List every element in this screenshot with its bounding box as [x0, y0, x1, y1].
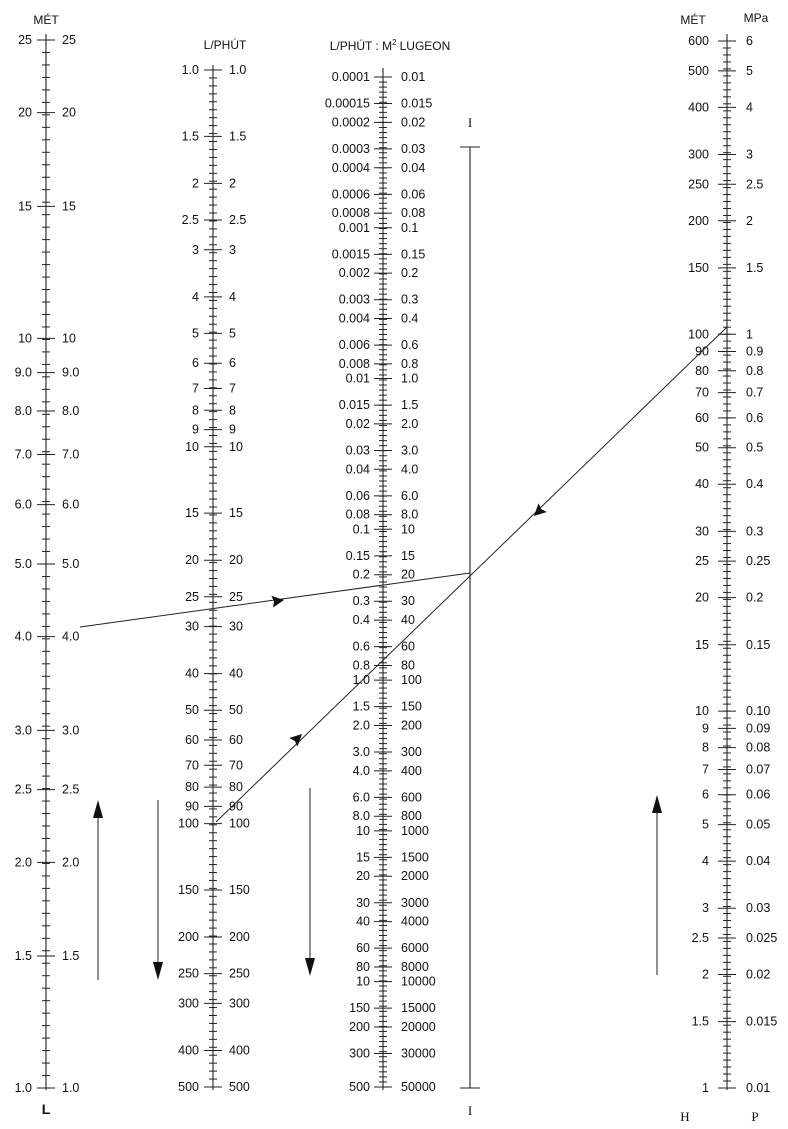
K-tick-label-left: 0.004	[338, 311, 370, 326]
arrow-up-right-icon	[289, 730, 306, 747]
HP-tick-label-left: 600	[688, 34, 709, 48]
K-tick-label-right: 6.0	[401, 488, 419, 503]
example-line-Q-to-H	[216, 327, 727, 822]
L-tick-label-right: 7.0	[62, 447, 80, 462]
Q-tick-label-right: 150	[229, 882, 250, 897]
K-tick-label-left: 0.4	[352, 613, 370, 628]
K-tick-label-left: 0.0001	[331, 70, 370, 84]
HP-tick-label-left: 9	[702, 721, 709, 736]
HP-tick-label-left: 300	[688, 147, 709, 162]
L-tick-label-right: 1.5	[62, 948, 80, 963]
P-scale-footer: P	[751, 1109, 759, 1124]
K-tick-label-right: 80	[401, 658, 415, 673]
HP-tick-label-left: 8	[702, 740, 709, 755]
K-tick-label-left: 0.8	[352, 658, 370, 673]
K-tick-label-left: 1.5	[352, 699, 370, 714]
Q-tick-label-right: 9	[229, 422, 236, 437]
K-tick-label-right: 2.0	[401, 416, 419, 431]
Q-tick-label-right: 100	[229, 816, 250, 831]
HP-tick-label-left: 1	[702, 1081, 709, 1095]
HP-tick-label-right: 0.25	[746, 554, 771, 569]
HP-tick-label-right: 1.5	[746, 260, 764, 275]
HP-tick-label-right: 0.09	[746, 721, 771, 736]
L-tick-label-right: 2.5	[62, 782, 80, 797]
HP-tick-label-right: 2	[746, 213, 753, 228]
K-tick-label-right: 400	[401, 763, 422, 778]
Q-tick-label-left: 9	[192, 422, 199, 437]
Q-tick-label-right: 2	[229, 176, 236, 191]
HP-tick-label-left: 25	[695, 554, 709, 569]
Q-tick-label-right: 4	[229, 289, 236, 304]
K-tick-label-right: 50000	[401, 1080, 436, 1094]
arrow-down-icon	[305, 788, 315, 976]
K-tick-label-right: 4.0	[401, 462, 419, 477]
Q-tick-label-right: 90	[229, 799, 243, 814]
K-tick-label-left: 1.0	[352, 673, 370, 688]
HP-tick-label-right: 0.3	[746, 524, 764, 539]
L-tick-label-right: 1.0	[62, 1081, 80, 1095]
K-tick-label-right: 600	[401, 790, 422, 805]
HP-tick-label-right: 0.025	[746, 931, 778, 946]
Q-tick-label-right: 60	[229, 733, 243, 748]
L-tick-label-right: 6.0	[62, 497, 80, 512]
K-tick-label-left: 20	[356, 869, 370, 884]
L-tick-label-right: 10	[62, 331, 76, 346]
HP-tick-label-right: 0.9	[746, 344, 764, 359]
Q-tick-label-right: 15	[229, 506, 243, 521]
HP-tick-label-right: 0.06	[746, 787, 771, 802]
HP-tick-label-left: 70	[695, 385, 709, 400]
K-tick-label-left: 150	[349, 1001, 370, 1016]
HP-tick-label-left: 200	[688, 213, 709, 228]
L-tick-label-left: 5.0	[14, 557, 32, 571]
HP-tick-label-left: 50	[695, 440, 709, 455]
Q-tick-label-right: 50	[229, 703, 243, 718]
Q-tick-label-right: 1.0	[229, 63, 247, 77]
Q-tick-label-left: 2.5	[181, 212, 199, 227]
HP-tick-label-left: 2	[702, 967, 709, 982]
K-tick-label-right: 100	[401, 673, 422, 688]
Q-tick-label-right: 80	[229, 780, 243, 795]
K-tick-label-left: 0.1	[352, 522, 370, 537]
K-tick-label-right: 1000	[401, 823, 429, 838]
Q-tick-label-left: 2	[192, 176, 199, 191]
Q-tick-label-left: 30	[185, 619, 199, 634]
L-tick-label-left: 9.0	[14, 365, 32, 380]
K-tick-label-right: 10	[401, 522, 415, 537]
K-tick-label-right: 30000	[401, 1046, 436, 1061]
K-tick-label-right: 30	[401, 594, 415, 609]
L-tick-label-left: 2.0	[14, 855, 32, 870]
HP-tick-label-left: 4	[702, 854, 709, 869]
K-tick-label-right: 20	[401, 567, 415, 582]
K-tick-label-left: 300	[349, 1046, 370, 1061]
K-tick-label-left: 0.0008	[331, 206, 370, 221]
L-tick-label-left: 8.0	[14, 403, 32, 418]
Q-tick-label-right: 3	[229, 242, 236, 257]
K-tick-label-right: 800	[401, 809, 422, 824]
K-tick-label-left: 0.003	[338, 292, 370, 307]
K-tick-label-right: 200	[401, 718, 422, 733]
K-tick-label-right: 3.0	[401, 443, 419, 458]
K-tick-label-left: 0.0003	[331, 141, 370, 156]
H-scale-footer: H	[680, 1109, 690, 1124]
K-tick-label-left: 10	[356, 823, 370, 838]
HP-tick-label-left: 250	[688, 177, 709, 192]
Q-tick-label-left: 150	[178, 882, 199, 897]
Q-tick-label-left: 1.5	[181, 129, 199, 144]
L-tick-label-right: 8.0	[62, 403, 80, 418]
K-tick-label-left: 0.001	[338, 220, 370, 235]
Q-tick-label-left: 1.0	[181, 63, 199, 77]
HP-tick-label-left: 15	[695, 637, 709, 652]
HP-tick-label-right: 0.4	[746, 477, 764, 492]
L-tick-label-right: 15	[62, 199, 76, 214]
K-tick-label-right: 0.6	[401, 338, 419, 353]
L-tick-label-left: 1.5	[14, 948, 32, 963]
Q-tick-label-left: 300	[178, 996, 199, 1011]
K-tick-label-left: 0.008	[338, 356, 370, 371]
K-tick-label-left: 0.0004	[331, 160, 370, 175]
K-tick-label-right: 8000	[401, 960, 429, 975]
HP-tick-label-right: 4	[746, 100, 753, 115]
K-tick-label-left: 0.2	[352, 567, 370, 582]
HP-tick-label-left: 100	[688, 327, 709, 342]
K-tick-label-left: 8.0	[352, 809, 370, 824]
HP-tick-label-left: 20	[695, 590, 709, 605]
HP-tick-label-right: 0.015	[746, 1014, 778, 1029]
K-tick-label-left: 0.002	[338, 266, 370, 281]
K-tick-label-left: 0.006	[338, 338, 370, 353]
L-tick-label-right: 9.0	[62, 365, 80, 380]
Q-tick-label-left: 50	[185, 703, 199, 718]
HP-tick-label-right: 0.05	[746, 817, 771, 832]
K-tick-label-left: 0.06	[345, 488, 370, 503]
HP-tick-label-left: 5	[702, 817, 709, 832]
HP-tick-label-left: 10	[695, 704, 709, 719]
L-tick-label-right: 25	[62, 33, 76, 47]
K-tick-label-right: 1.0	[401, 371, 419, 386]
K-tick-label-left: 15	[356, 850, 370, 865]
HP-tick-label-left: 40	[695, 477, 709, 492]
Q-tick-label-left: 7	[192, 381, 199, 396]
HP-tick-label-left: 30	[695, 524, 709, 539]
K-tick-label-left: 0.00015	[324, 96, 370, 111]
K-tick-label-right: 3000	[401, 895, 429, 910]
arrow-down-icon	[153, 800, 163, 980]
HP-tick-label-left: 1.5	[691, 1014, 709, 1029]
K-tick-label-right: 0.8	[401, 356, 419, 371]
arrow-up-icon	[93, 800, 103, 980]
Q-tick-label-left: 20	[185, 553, 199, 568]
I-axis-bottom-label: I	[467, 1103, 473, 1118]
HP-tick-label-right: 0.15	[746, 637, 771, 652]
K-tick-label-left: 0.0015	[331, 247, 370, 262]
HP-tick-label-left: 2.5	[691, 931, 709, 946]
HP-tick-label-right: 0.03	[746, 901, 771, 916]
K-tick-label-right: 10000	[401, 974, 436, 989]
K-tick-label-right: 0.2	[401, 266, 419, 281]
K-tick-label-right: 0.01	[401, 70, 426, 84]
K-tick-label-right: 0.06	[401, 187, 426, 202]
HP-tick-label-left: 3	[702, 901, 709, 916]
K-tick-label-left: 0.03	[345, 443, 370, 458]
Q-scale	[178, 63, 250, 1094]
arrow-up-icon	[652, 795, 662, 975]
HP-tick-label-left: 7	[702, 762, 709, 777]
Q-tick-label-left: 200	[178, 930, 199, 945]
K-tick-label-left: 60	[356, 941, 370, 956]
K-tick-label-right: 40	[401, 613, 415, 628]
L-tick-label-left: 1.0	[14, 1081, 32, 1095]
K-tick-label-left: 30	[356, 895, 370, 910]
HP-tick-label-left: 80	[695, 363, 709, 378]
K-tick-label-right: 0.04	[401, 160, 426, 175]
L-scale-header: MÉT	[33, 13, 59, 27]
L-tick-label-left: 25	[18, 33, 32, 47]
L-tick-label-left: 2.5	[14, 782, 32, 797]
Q-tick-label-right: 10	[229, 439, 243, 454]
K-tick-label-right: 300	[401, 745, 422, 760]
I-axis-top-label: I	[467, 115, 473, 130]
Q-tick-label-left: 15	[185, 506, 199, 521]
Q-tick-label-left: 100	[178, 816, 199, 831]
HP-tick-label-right: 0.2	[746, 590, 764, 605]
HP-tick-label-right: 0.08	[746, 740, 771, 755]
arrow-right-icon	[271, 594, 285, 608]
K-tick-label-right: 20000	[401, 1020, 436, 1035]
K-tick-label-right: 2000	[401, 869, 429, 884]
Q-tick-label-right: 300	[229, 996, 250, 1011]
K-tick-label-left: 500	[349, 1080, 370, 1094]
HP-tick-label-right: 0.6	[746, 410, 764, 425]
HP-tick-label-right: 0.07	[746, 762, 771, 777]
K-tick-label-right: 0.3	[401, 292, 419, 307]
K-tick-label-right: 15000	[401, 1001, 436, 1016]
L-tick-label-right: 2.0	[62, 855, 80, 870]
K-tick-label-right: 0.4	[401, 311, 419, 326]
L-tick-label-left: 15	[18, 199, 32, 214]
Q-tick-label-left: 4	[192, 289, 199, 304]
HP-tick-label-right: 0.8	[746, 363, 764, 378]
L-tick-label-right: 5.0	[62, 557, 80, 571]
Q-tick-label-right: 6	[229, 356, 236, 371]
K-tick-label-left: 40	[356, 914, 370, 929]
L-tick-label-right: 3.0	[62, 723, 80, 738]
HP-tick-label-left: 90	[695, 344, 709, 359]
Q-tick-label-left: 5	[192, 326, 199, 341]
Q-tick-label-left: 8	[192, 403, 199, 418]
L-tick-label-right: 20	[62, 105, 76, 120]
H-scale-header: MÉT	[680, 13, 706, 27]
K-tick-label-right: 1.5	[401, 398, 419, 413]
K-tick-label-left: 0.01	[345, 371, 370, 386]
Q-tick-label-left: 40	[185, 666, 199, 681]
K-tick-label-left: 80	[356, 960, 370, 975]
K-tick-label-left: 10	[356, 974, 370, 989]
Q-tick-label-right: 2.5	[229, 212, 247, 227]
K-tick-label-right: 1500	[401, 850, 429, 865]
K-tick-label-left: 3.0	[352, 745, 370, 760]
L-tick-label-left: 6.0	[14, 497, 32, 512]
HP-tick-label-right: 3	[746, 147, 753, 162]
L-scale	[15, 33, 80, 1095]
Q-tick-label-right: 25	[229, 589, 243, 604]
Q-tick-label-right: 1.5	[229, 129, 247, 144]
K-tick-label-left: 2.0	[352, 718, 370, 733]
Q-tick-label-left: 3	[192, 242, 199, 257]
HP-tick-label-right: 1	[746, 327, 753, 342]
HP-tick-label-right: 0.01	[746, 1081, 771, 1095]
HP-tick-label-left: 6	[702, 787, 709, 802]
K-tick-label-left: 0.015	[338, 398, 370, 413]
HP-tick-label-left: 400	[688, 100, 709, 115]
Q-tick-label-right: 5	[229, 326, 236, 341]
L-tick-label-left: 4.0	[14, 629, 32, 644]
Q-tick-label-right: 200	[229, 930, 250, 945]
K-tick-label-left: 4.0	[352, 763, 370, 778]
K-tick-label-right: 0.15	[401, 247, 426, 262]
HP-tick-label-right: 0.04	[746, 854, 771, 869]
Q-tick-label-left: 400	[178, 1043, 199, 1058]
K-tick-label-right: 0.02	[401, 115, 426, 130]
Q-tick-label-right: 250	[229, 966, 250, 981]
Q-tick-label-right: 7	[229, 381, 236, 396]
arrow-down-left-icon	[530, 503, 547, 520]
HP-tick-label-right: 0.10	[746, 704, 771, 719]
K-tick-label-right: 0.1	[401, 220, 419, 235]
Q-tick-label-left: 90	[185, 799, 199, 814]
HP-tick-label-left: 150	[688, 260, 709, 275]
Q-tick-label-right: 30	[229, 619, 243, 634]
Q-tick-label-left: 6	[192, 356, 199, 371]
Q-tick-label-right: 20	[229, 553, 243, 568]
K-tick-label-right: 0.08	[401, 206, 426, 221]
K-tick-label-right: 150	[401, 699, 422, 714]
K-tick-label-left: 0.04	[345, 462, 370, 477]
L-tick-label-left: 3.0	[14, 723, 32, 738]
K-tick-label-right: 15	[401, 548, 415, 563]
L-tick-label-left: 10	[18, 331, 32, 346]
HP-tick-label-left: 500	[688, 63, 709, 78]
L-tick-label-left: 7.0	[14, 447, 32, 462]
K-tick-label-left: 0.08	[345, 507, 370, 522]
HP-tick-label-left: 60	[695, 410, 709, 425]
L-tick-label-right: 4.0	[62, 629, 80, 644]
Q-tick-label-right: 70	[229, 758, 243, 773]
K-tick-label-right: 0.03	[401, 141, 426, 156]
Q-tick-label-right: 40	[229, 666, 243, 681]
Q-tick-label-right: 400	[229, 1043, 250, 1058]
L-scale-footer: L	[41, 1101, 51, 1117]
K-tick-label-right: 8.0	[401, 507, 419, 522]
Q-tick-label-left: 10	[185, 439, 199, 454]
Q-tick-label-right: 500	[229, 1080, 250, 1094]
HP-tick-label-right: 0.02	[746, 967, 771, 982]
K-tick-label-right: 60	[401, 639, 415, 654]
K-tick-label-left: 0.02	[345, 416, 370, 431]
K-tick-label-right: 6000	[401, 941, 429, 956]
Q-scale-header: L/PHÚT	[203, 38, 247, 52]
K-scale-header: L/PHÚT : $M^2$ LUGEON	[329, 38, 451, 53]
Q-tick-label-left: 250	[178, 966, 199, 981]
HP-tick-label-right: 2.5	[746, 177, 764, 192]
HP-tick-label-right: 0.5	[746, 440, 764, 455]
L-tick-label-left: 20	[18, 105, 32, 120]
Q-tick-label-left: 60	[185, 733, 199, 748]
Q-tick-label-left: 80	[185, 780, 199, 795]
K-tick-label-left: 6.0	[352, 790, 370, 805]
HP-tick-label-right: 0.7	[746, 385, 764, 400]
Q-tick-label-left: 25	[185, 589, 199, 604]
K-tick-label-right: 4000	[401, 914, 429, 929]
P-scale-header: MPa	[743, 11, 769, 25]
K-tick-label-left: 0.6	[352, 639, 370, 654]
K-tick-label-left: 0.15	[345, 548, 370, 563]
HP-tick-label-right: 6	[746, 34, 753, 48]
Q-tick-label-right: 8	[229, 403, 236, 418]
K-tick-label-left: 0.0002	[331, 115, 370, 130]
HP-tick-label-right: 5	[746, 63, 753, 78]
H-P-scale	[688, 34, 777, 1095]
K-tick-label-left: 0.3	[352, 594, 370, 609]
K-tick-label-left: 0.0006	[331, 187, 370, 202]
K-tick-label-right: 0.015	[401, 96, 433, 111]
K-scale	[325, 70, 436, 1094]
Q-tick-label-left: 500	[178, 1080, 199, 1094]
Q-tick-label-left: 70	[185, 758, 199, 773]
K-tick-label-left: 200	[349, 1020, 370, 1035]
